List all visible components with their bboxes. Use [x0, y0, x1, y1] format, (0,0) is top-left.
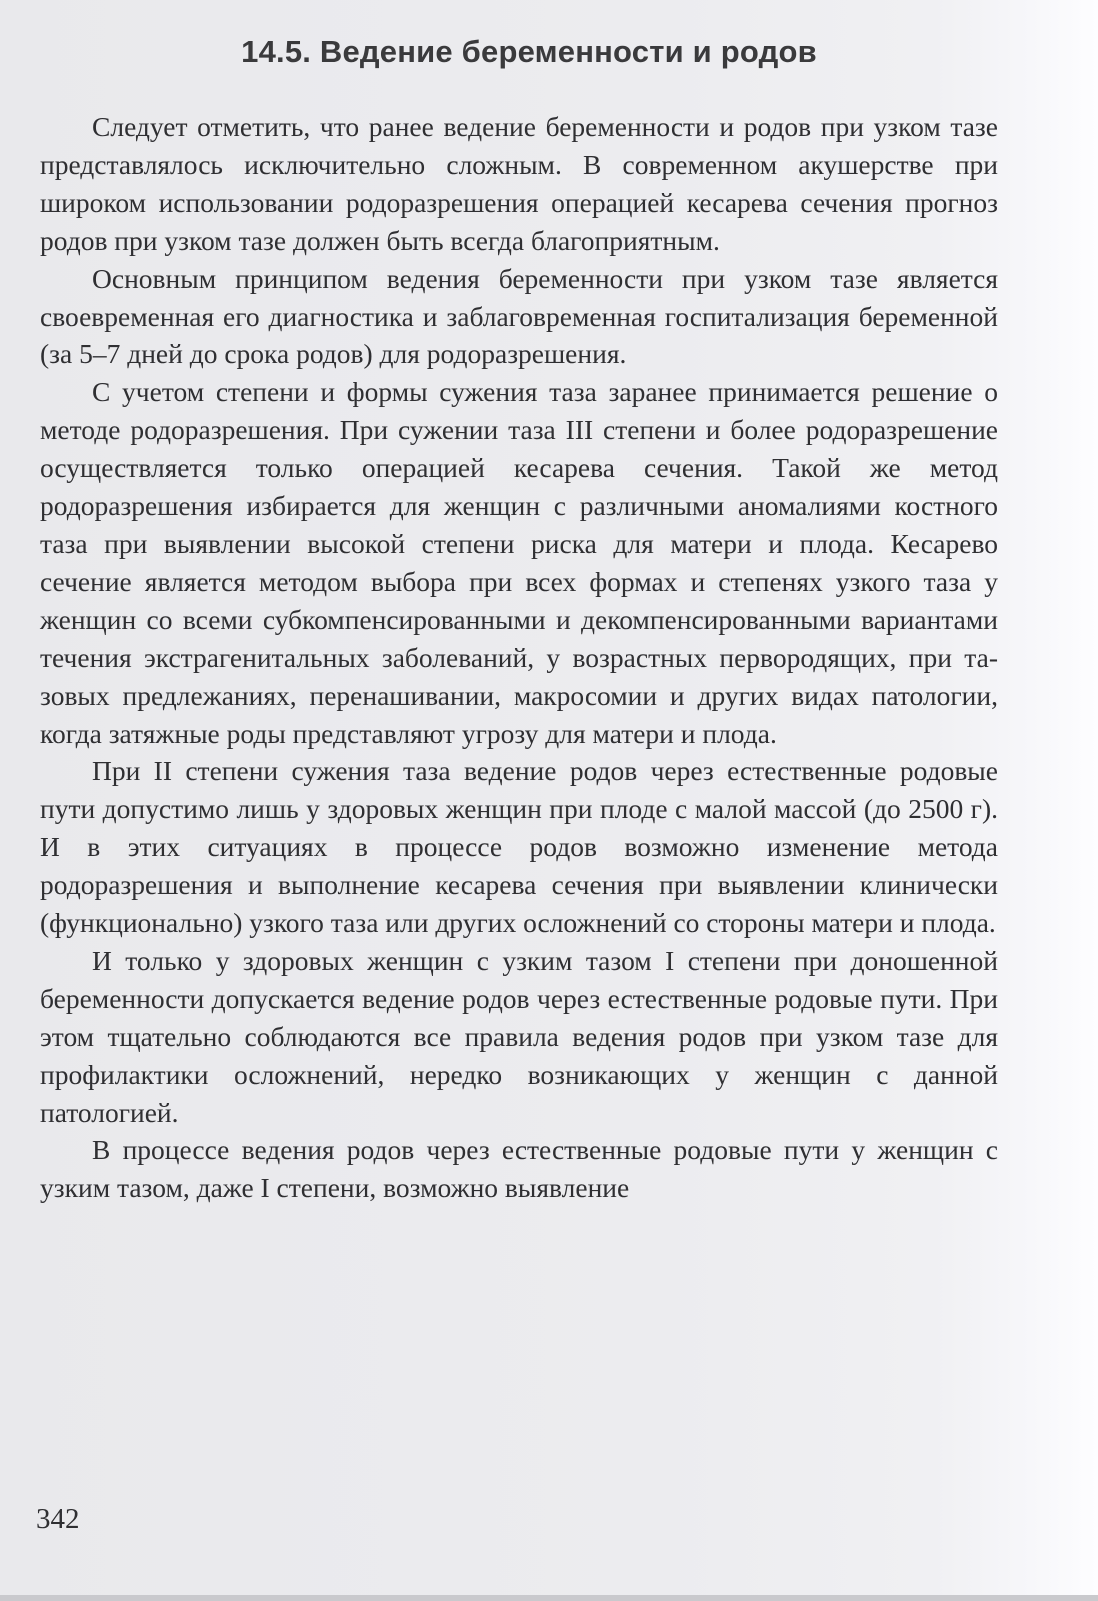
paragraph: В процессе ведения родов через естественные родовые пути у женщин с узким тазом, даже I степени, возможно выявление [40, 1134, 998, 1204]
page-bottom-edge [0, 1595, 1098, 1601]
section-heading: 14.5. Ведение беременности и родов [241, 34, 817, 69]
paragraph: Следует отметить, что ранее ведение беременности и родов при узком тазе представлялось исключительно сложным. В современном акушерстве при широком использовании родоразрешения операцией кесарева сечения прогноз родов при узком тазе должен быть всегда благоприятным. [40, 111, 998, 256]
paragraph: И только у здоровых женщин с узким тазом I степени при доношенной беременности допускается ведение родов через естественные родовые пути. При этом тщательно соблюдаются все правила ведения родов при узком тазе для профилактики осложнений, нередко возникающих у женщин с данной патологией. [40, 944, 998, 1128]
paragraph: С учетом степени и формы сужения таза заранее принимается решение о методе родоразрешения. При сужении таза III степени и более родоразрешение осуществляется только операцией кесарева сечения. Такой же метод родоразрешения избирается для женщин с различными аномалиями костного таза при выявлении высокой степени риска для матери и плода. Кесарево сечение является методом выбора при всех формах и степенях узкого таза у женщин со всеми субкомпенсированными и декомпенсированными вариантами течения экстрагенитальных заболеваний, у возрастных первородящих, при тазовых предлежаниях, перенашивании, макросомии и других видах патологии, когда затяжные роды представляют угрозу для матери и плода. [40, 376, 998, 749]
paragraph: При II степени сужения таза ведение родов через естественные родовые пути допустимо лишь у здоровых женщин при плоде с малой массой (до 2500 г). И в этих ситуациях в процессе родов возможно изменение метода родоразрешения и выполнение кесарева сечения при выявлении клинически (функционально) узкого таза или других осложнений со стороны матери и плода. [40, 755, 998, 939]
body-text [40, 108, 998, 1207]
page-number: 342 [36, 1503, 80, 1535]
paragraph: Основным принципом ведения беременности при узком тазе является своевременная его диагностика и заблаговременная госпитализация беременной (за 5–7 дней до срока родов) для родоразрешения. [40, 262, 998, 370]
